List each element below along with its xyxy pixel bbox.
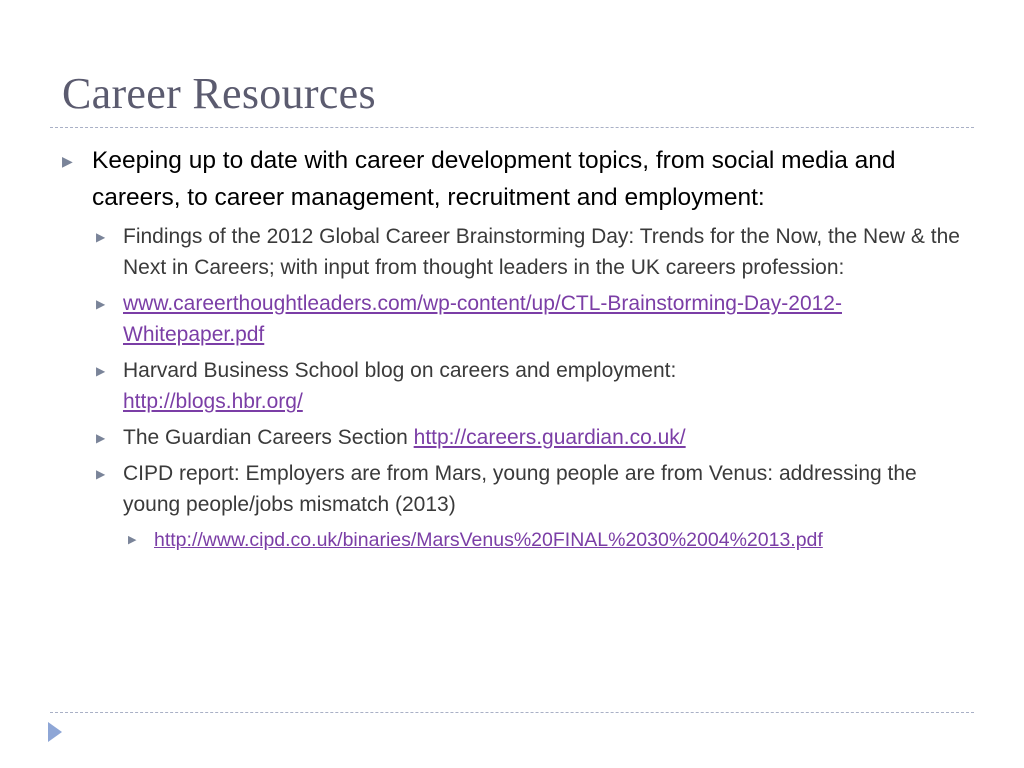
- cipd-report-link[interactable]: http://www.cipd.co.uk/binaries/MarsVenus%20FINAL%2030%2004%2013.pdf: [154, 529, 823, 551]
- hbr-text: Harvard Business School blog on careers and employment:: [123, 359, 677, 382]
- bullet-ctl-link: [62, 288, 967, 350]
- bullet-guardian: [62, 422, 967, 453]
- intro-text: Keeping up to date with career development topics, from social media and careers, to career management, recruitment and employment:: [92, 147, 896, 211]
- guardian-text: The Guardian Careers Section: [123, 426, 408, 449]
- slide-title: Career Resources: [62, 69, 376, 118]
- guardian-careers-link[interactable]: http://careers.guardian.co.uk/: [413, 426, 686, 449]
- ctl-whitepaper-link[interactable]: www.careerthoughtleaders.com/wp-content/up/CTL-Brainstorming-Day-2012-Whitepaper.pdf: [123, 292, 842, 346]
- hbr-blog-link[interactable]: http://blogs.hbr.org/: [123, 390, 303, 413]
- bullet-intro: [62, 142, 967, 216]
- bullet-icon: ▶: [96, 297, 106, 311]
- play-arrow-icon[interactable]: [48, 722, 62, 742]
- findings-text: Findings of the 2012 Global Career Brainstorming Day: Trends for the Now, the New & the Next in Careers; with input from thought leaders in the UK careers profession:: [123, 225, 960, 279]
- bullet-findings: [62, 221, 967, 283]
- bullet-icon: ▶: [62, 153, 73, 169]
- bullet-hbr: [62, 355, 967, 417]
- cipd-text: CIPD report: Employers are from Mars, young people are from Venus: addressing the young people/jobs mismatch (2013): [123, 462, 917, 516]
- slide-content: [62, 142, 967, 554]
- top-divider: [50, 127, 974, 128]
- bullet-cipd-link: [62, 526, 967, 554]
- bullet-icon: ▶: [128, 534, 137, 546]
- bullet-icon: ▶: [96, 467, 106, 481]
- bottom-divider: [50, 712, 974, 713]
- bullet-icon: ▶: [96, 364, 106, 378]
- bullet-icon: ▶: [96, 230, 106, 244]
- bullet-cipd: [62, 458, 967, 520]
- bullet-icon: ▶: [96, 431, 106, 445]
